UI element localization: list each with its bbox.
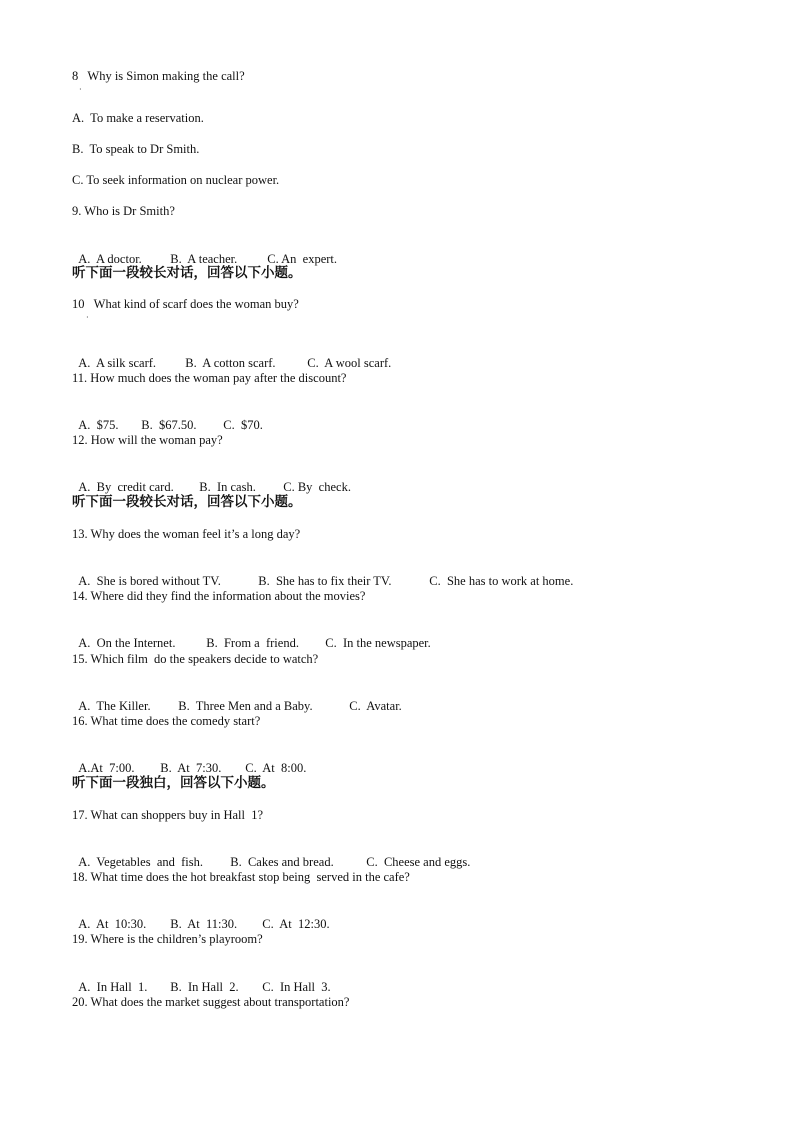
q16-option-c: C. At 8:00. xyxy=(245,761,307,775)
q14-option-c: C. In the newspaper. xyxy=(325,636,431,650)
question-14: 14. Where did they find the information about the movies? xyxy=(72,589,366,603)
q11-option-b: B. $67.50. xyxy=(141,418,197,432)
q9-option-b: B. A teacher. xyxy=(170,252,238,266)
q13-option-c: C. She has to work at home. xyxy=(429,574,574,588)
q12-options xyxy=(72,463,351,495)
q8-option-a: A. To make a reservation. xyxy=(72,111,204,125)
q15-option-b: B. Three Men and a Baby. xyxy=(178,699,313,713)
q19-options xyxy=(72,963,331,995)
question-8: 8 Why is Simon making the call? xyxy=(72,69,245,83)
question-16: 16. What time does the comedy start? xyxy=(72,714,261,728)
q9-options xyxy=(72,235,337,267)
q15-option-a: A. The Killer. xyxy=(78,699,151,713)
question-18: 18. What time does the hot breakfast stop being served in the cafe? xyxy=(72,870,410,884)
q8-option-b: B. To speak to Dr Smith. xyxy=(72,142,200,156)
q13-option-a: A. She is bored without TV. xyxy=(78,574,221,588)
q19-option-c: C. In Hall 3. xyxy=(262,980,331,994)
ink-dot: · xyxy=(86,313,89,322)
question-11: 11. How much does the woman pay after the discount? xyxy=(72,371,347,385)
q12-option-a: A. By credit card. xyxy=(78,480,174,494)
q14-option-a: A. On the Internet. xyxy=(78,636,176,650)
q11-option-c: C. $70. xyxy=(223,418,263,432)
question-13: 13. Why does the woman feel it’s a long day? xyxy=(72,527,301,541)
q16-options xyxy=(72,744,306,776)
question-19: 19. Where is the children’s playroom? xyxy=(72,932,263,946)
q10-options xyxy=(72,339,391,371)
q10-option-b: B. A cotton scarf. xyxy=(185,356,276,370)
q17-option-a: A. Vegetables and fish. xyxy=(78,855,203,869)
q17-option-c: C. Cheese and eggs. xyxy=(366,855,471,869)
q9-option-c: C. An expert. xyxy=(267,252,338,266)
q17-options xyxy=(72,838,470,870)
section-heading-monologue: 听下面一段独白，回答以下小题。 xyxy=(72,775,275,791)
question-12: 12. How will the woman pay? xyxy=(72,433,223,447)
q9-option-a: A. A doctor. xyxy=(78,252,142,266)
section-heading-dialogue-2: 听下面一段较长对话，回答以下小题。 xyxy=(72,494,302,510)
q8-option-c: C. To seek information on nuclear power. xyxy=(72,173,280,187)
q13-options xyxy=(72,557,573,589)
q10-option-a: A. A silk scarf. xyxy=(78,356,157,370)
q18-options xyxy=(72,900,330,932)
question-10: 10 What kind of scarf does the woman buy? xyxy=(72,297,299,311)
ink-dot: · xyxy=(79,85,82,94)
q16-option-a: A.At 7:00. xyxy=(78,761,135,775)
q18-option-a: A. At 10:30. xyxy=(78,917,147,931)
q13-option-b: B. She has to fix their TV. xyxy=(258,574,392,588)
q16-option-b: B. At 7:30. xyxy=(160,761,222,775)
q19-option-a: A. In Hall 1. xyxy=(78,980,148,994)
question-20: 20. What does the market suggest about transportation? xyxy=(72,995,350,1009)
q11-options xyxy=(72,401,263,433)
q18-option-c: C. At 12:30. xyxy=(262,917,330,931)
question-15: 15. Which film do the speakers decide to watch? xyxy=(72,652,319,666)
q12-option-c: C. By check. xyxy=(283,480,351,494)
q14-option-b: B. From a friend. xyxy=(206,636,299,650)
q11-option-a: A. $75. xyxy=(78,418,119,432)
q18-option-b: B. At 11:30. xyxy=(170,917,238,931)
q19-option-b: B. In Hall 2. xyxy=(170,980,239,994)
q15-option-c: C. Avatar. xyxy=(349,699,402,713)
q14-options xyxy=(72,619,431,651)
q12-option-b: B. In cash. xyxy=(199,480,256,494)
q10-option-c: C. A wool scarf. xyxy=(307,356,392,370)
question-17: 17. What can shoppers buy in Hall 1? xyxy=(72,808,264,822)
section-heading-dialogue-1: 听下面一段较长对话，回答以下小题。 xyxy=(72,265,302,281)
q15-options xyxy=(72,682,402,714)
question-9: 9. Who is Dr Smith? xyxy=(72,204,175,218)
q17-option-b: B. Cakes and bread. xyxy=(230,855,334,869)
